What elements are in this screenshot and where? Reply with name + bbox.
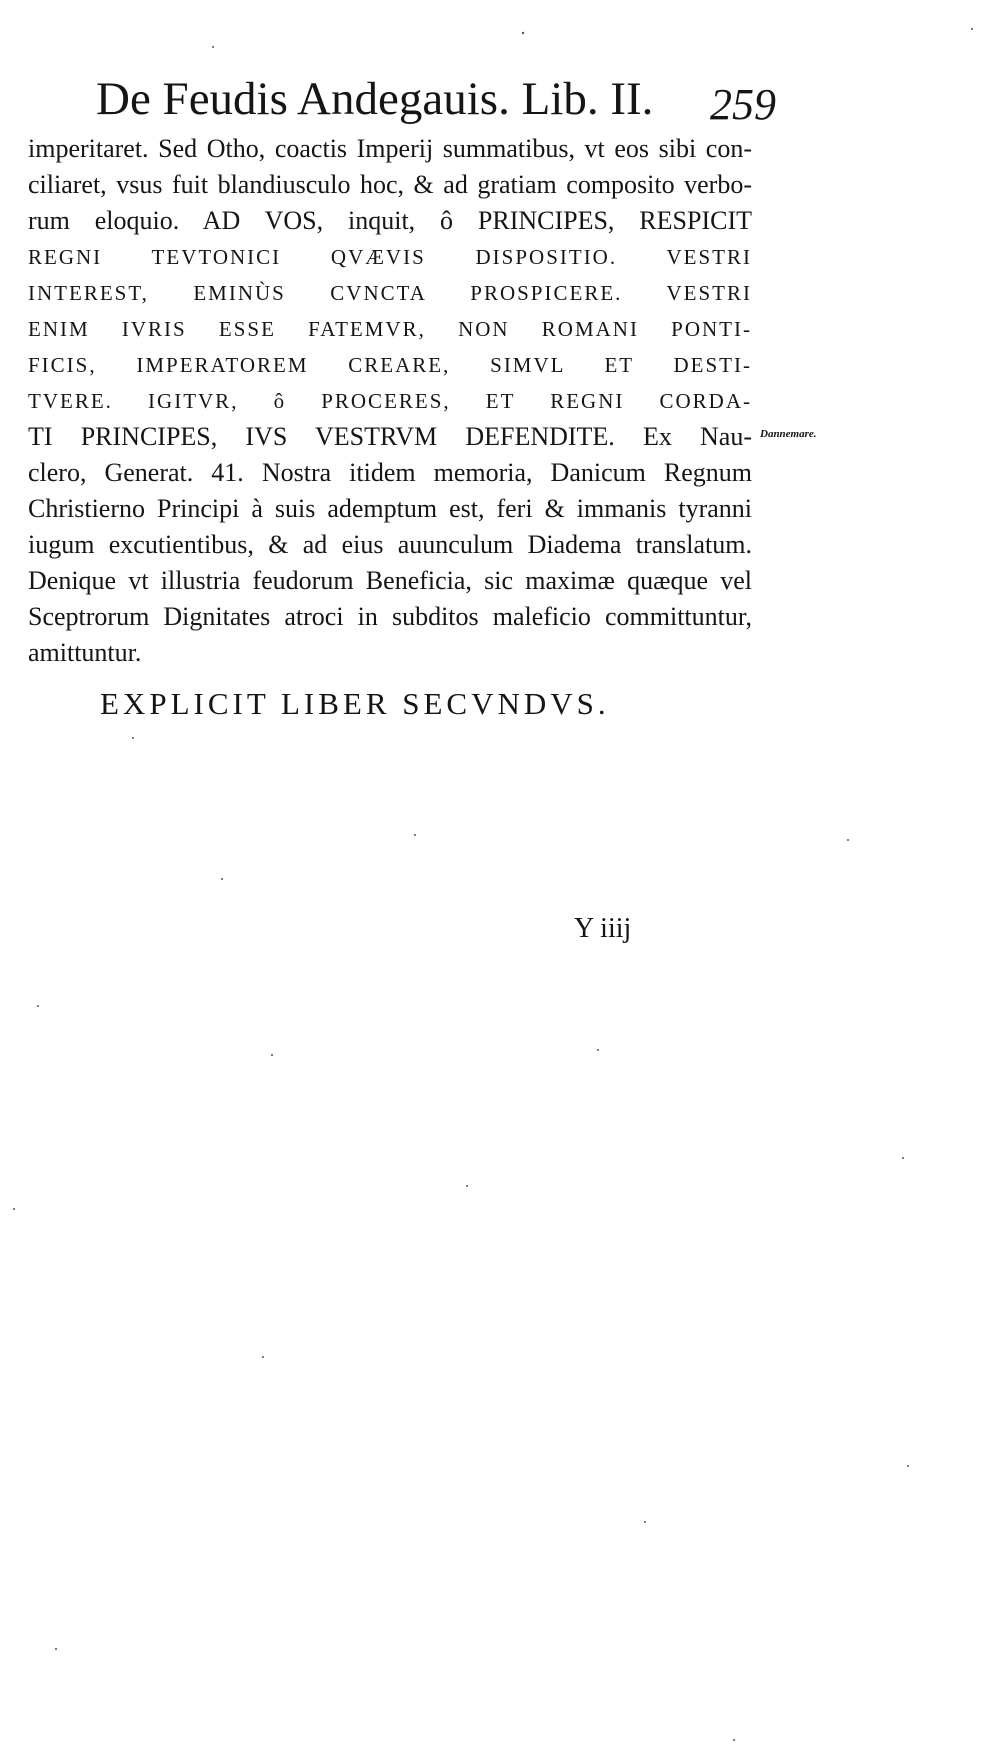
text-line: imperitaret. Sed Otho, coactis Imperij summatibus, vt eos sibi con-	[28, 134, 752, 163]
text-line: REGNI TEVTONICI QVÆVIS DISPOSITIO. VESTRI	[28, 245, 752, 269]
text-line: iugum excutientibus, & ad eius auunculum Diadema translatum.	[28, 530, 752, 559]
signature-mark: Y iiij	[574, 913, 632, 944]
colophon-explicit: EXPLICIT LIBER SECVNDVS.	[100, 686, 610, 721]
text-line: amittuntur.	[28, 638, 142, 667]
text-line: FICIS, IMPERATOREM CREARE, SIMVL ET DESTI-	[28, 353, 752, 377]
text-line: Sceptrorum Dignitates atroci in subditos maleficio committuntur,	[28, 602, 752, 631]
running-title: De Feudis Andegauis. Lib. II.	[96, 73, 654, 125]
text-line: ENIM IVRIS ESSE FATEMVR, NON ROMANI PONTI-	[28, 317, 752, 341]
margin-note: Dannemare.	[760, 428, 817, 440]
text-line: TVERE. IGITVR, ô PROCERES, ET REGNI CORDA-	[28, 389, 752, 413]
text-line: INTEREST, EMINÙS CVNCTA PROSPICERE. VESTRI	[28, 281, 752, 305]
text-line: Denique vt illustria feudorum Beneficia, sic maximæ quæque vel	[28, 566, 752, 595]
text-line: ciliaret, vsus fuit blandiusculo hoc, & ad gratiam composito verbo-	[28, 170, 752, 199]
page-number: 259	[710, 80, 776, 129]
text-line: Christierno Principi à suis ademptum est, feri & immanis tyranni	[28, 494, 752, 523]
running-head	[96, 72, 776, 132]
text-line: clero, Generat. 41. Nostra itidem memoria, Danicum Regnum	[28, 458, 752, 487]
text-line: rum eloquio. AD VOS, inquit, ô PRINCIPES, RESPICIT	[28, 206, 752, 235]
text-line: TI PRINCIPES, IVS VESTRVM DEFENDITE. Ex Nau-	[28, 422, 752, 451]
body-text	[28, 131, 752, 671]
